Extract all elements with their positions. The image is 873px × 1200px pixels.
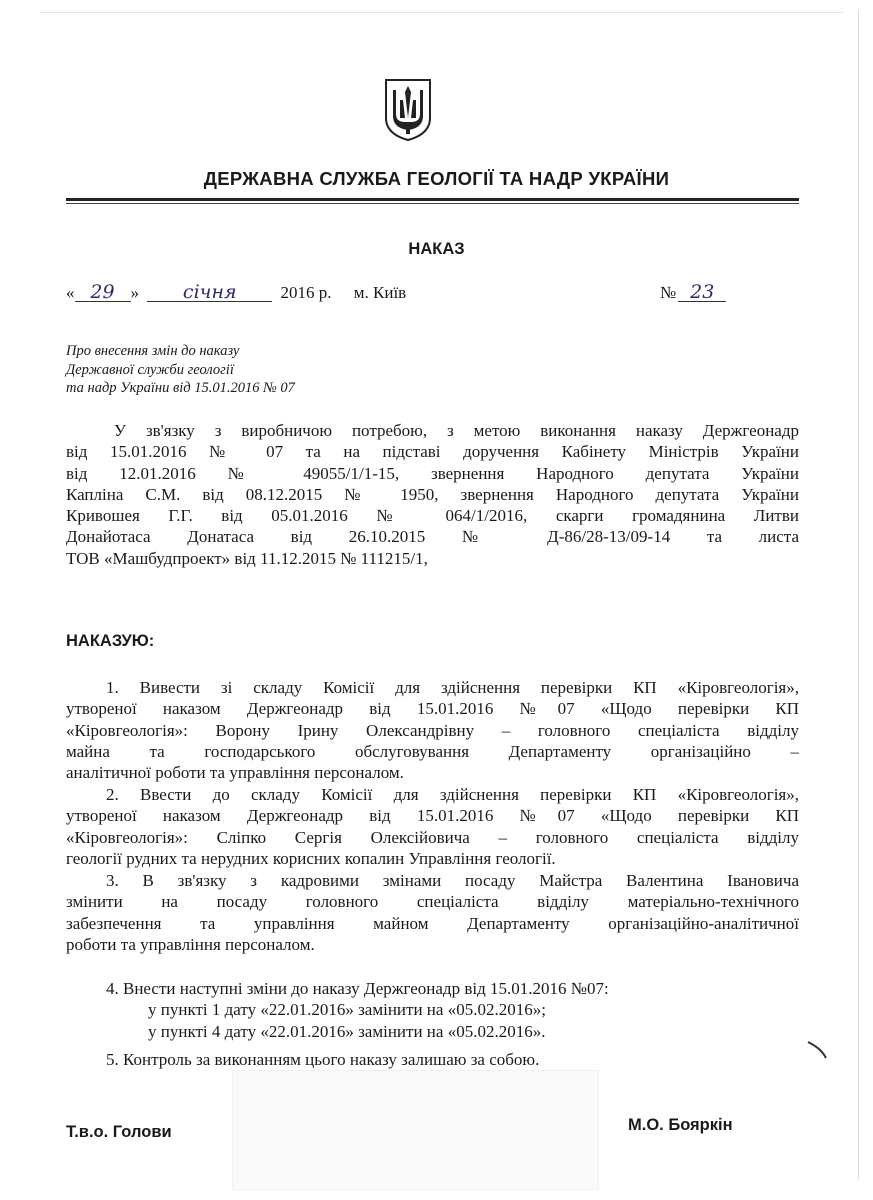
text-line: від 12.01.2016 № 49055/1/1-15, звернення Народного депутата України [66, 463, 799, 483]
text-line: «Кіровгеологія»: Ворону Ірину Олександрівну – головного спеціаліста відділу [66, 720, 799, 740]
subject-line: Державної служби геології [66, 361, 234, 378]
quote-open: « [66, 283, 75, 302]
text-line: 3. В зв'язку з кадровими змінами посаду Майстра Валентина Івановича [106, 871, 799, 890]
preamble-paragraph [66, 420, 799, 569]
text-line: 2. Ввести до складу Комісії для здійснення перевірки КП «Кіровгеологія», [106, 785, 799, 804]
number-prefix: № [660, 283, 677, 302]
date-line [66, 283, 406, 303]
item-5 [66, 1049, 799, 1070]
subject-block [66, 342, 295, 398]
item-4 [66, 978, 799, 1042]
text-line: забезпечення та управління майном Департаменту організаційно-аналітичної [66, 913, 799, 933]
text-line: утвореної наказом Держгеонадр від 15.01.2016 №07 «Щодо перевірки КП [66, 699, 799, 719]
quote-close: » [130, 283, 139, 302]
text-line: аналітичної роботи та управління персоналом. [66, 763, 404, 783]
number-field: 23 [678, 283, 726, 302]
text-line: від 15.01.2016 № 07 та на підставі доручення Кабінету Міністрів України [66, 442, 799, 462]
item-2 [66, 784, 799, 869]
text-line: 4. Внести наступні зміни до наказу Держгеонадр від 15.01.2016 №07: [106, 979, 609, 998]
text-line: майна та господарського обслуговування Департаменту організаційно – [66, 741, 799, 761]
header-rule-thin [66, 203, 799, 204]
text-line: у пункті 4 дату «22.01.2016» замінити на «05.02.2016». [148, 1021, 546, 1041]
city-text: м. Київ [353, 283, 407, 302]
text-line: «Кіровгеологія»: Сліпко Сергія Олексійовича – головного спеціаліста відділу [66, 827, 799, 847]
agency-name: ДЕРЖАВНА СЛУЖБА ГЕОЛОГІЇ ТА НАДР УКРАЇНИ [203, 168, 670, 189]
year-text: 2016 р. [280, 283, 332, 302]
signature-stamp-area [232, 1070, 599, 1190]
signatory-name: М.О. Бояркін [628, 1116, 733, 1134]
header-rule-thick [66, 198, 799, 201]
pen-mark-icon [806, 1040, 828, 1060]
text-line: змінити на посаду головного спеціаліста відділу матеріально-технічного [66, 892, 799, 912]
text-line: 5. Контроль за виконанням цього наказу залишаю за собою. [106, 1050, 540, 1069]
text-line: Донайотаса Донатаса від 26.10.2015 № Д-86/28-13/09-14 та листа [66, 527, 799, 547]
subject-line: та надр України від 15.01.2016 № 07 [66, 380, 295, 396]
document-title: НАКАЗ [408, 240, 465, 258]
text-line: ТОВ «Машбудпроект» від 11.12.2015 № 111215/1, [66, 548, 428, 568]
trident-emblem-icon [383, 78, 433, 142]
text-line: Кривошея Г.Г. від 05.01.2016 № 064/1/2016, скарги громадянина Литви [66, 506, 799, 526]
day-field: 29 [75, 283, 131, 302]
text-line: роботи та управління персоналом. [66, 934, 315, 954]
month-field: січня [147, 283, 272, 302]
subject-line: Про внесення змін до наказу [66, 343, 240, 359]
signatory-position: Т.в.о. Голови [66, 1123, 172, 1141]
text-line: Капліна С.М. від 08.12.2015 № 1950, звернення Народного депутата України [66, 484, 799, 504]
order-heading: НАКАЗУЮ: [66, 632, 155, 650]
text-line: У зв'язку з виробничою потребою, з метою виконання наказу Держгеонадр [114, 421, 799, 440]
text-line: у пункті 1 дату «22.01.2016» замінити на «05.02.2016»; [148, 1000, 546, 1020]
page-edge-top [40, 12, 843, 13]
text-line: 1. Вивести зі складу Комісії для здійснення перевірки КП «Кіровгеологія», [106, 678, 799, 697]
text-line: утвореної наказом Держгеонадр від 15.01.2016 №07 «Щодо перевірки КП [66, 806, 799, 826]
item-3 [66, 870, 799, 955]
text-line: геології рудних та нерудних корисних копалин Управління геології. [66, 848, 556, 868]
item-1 [66, 677, 799, 783]
order-number [660, 283, 726, 303]
